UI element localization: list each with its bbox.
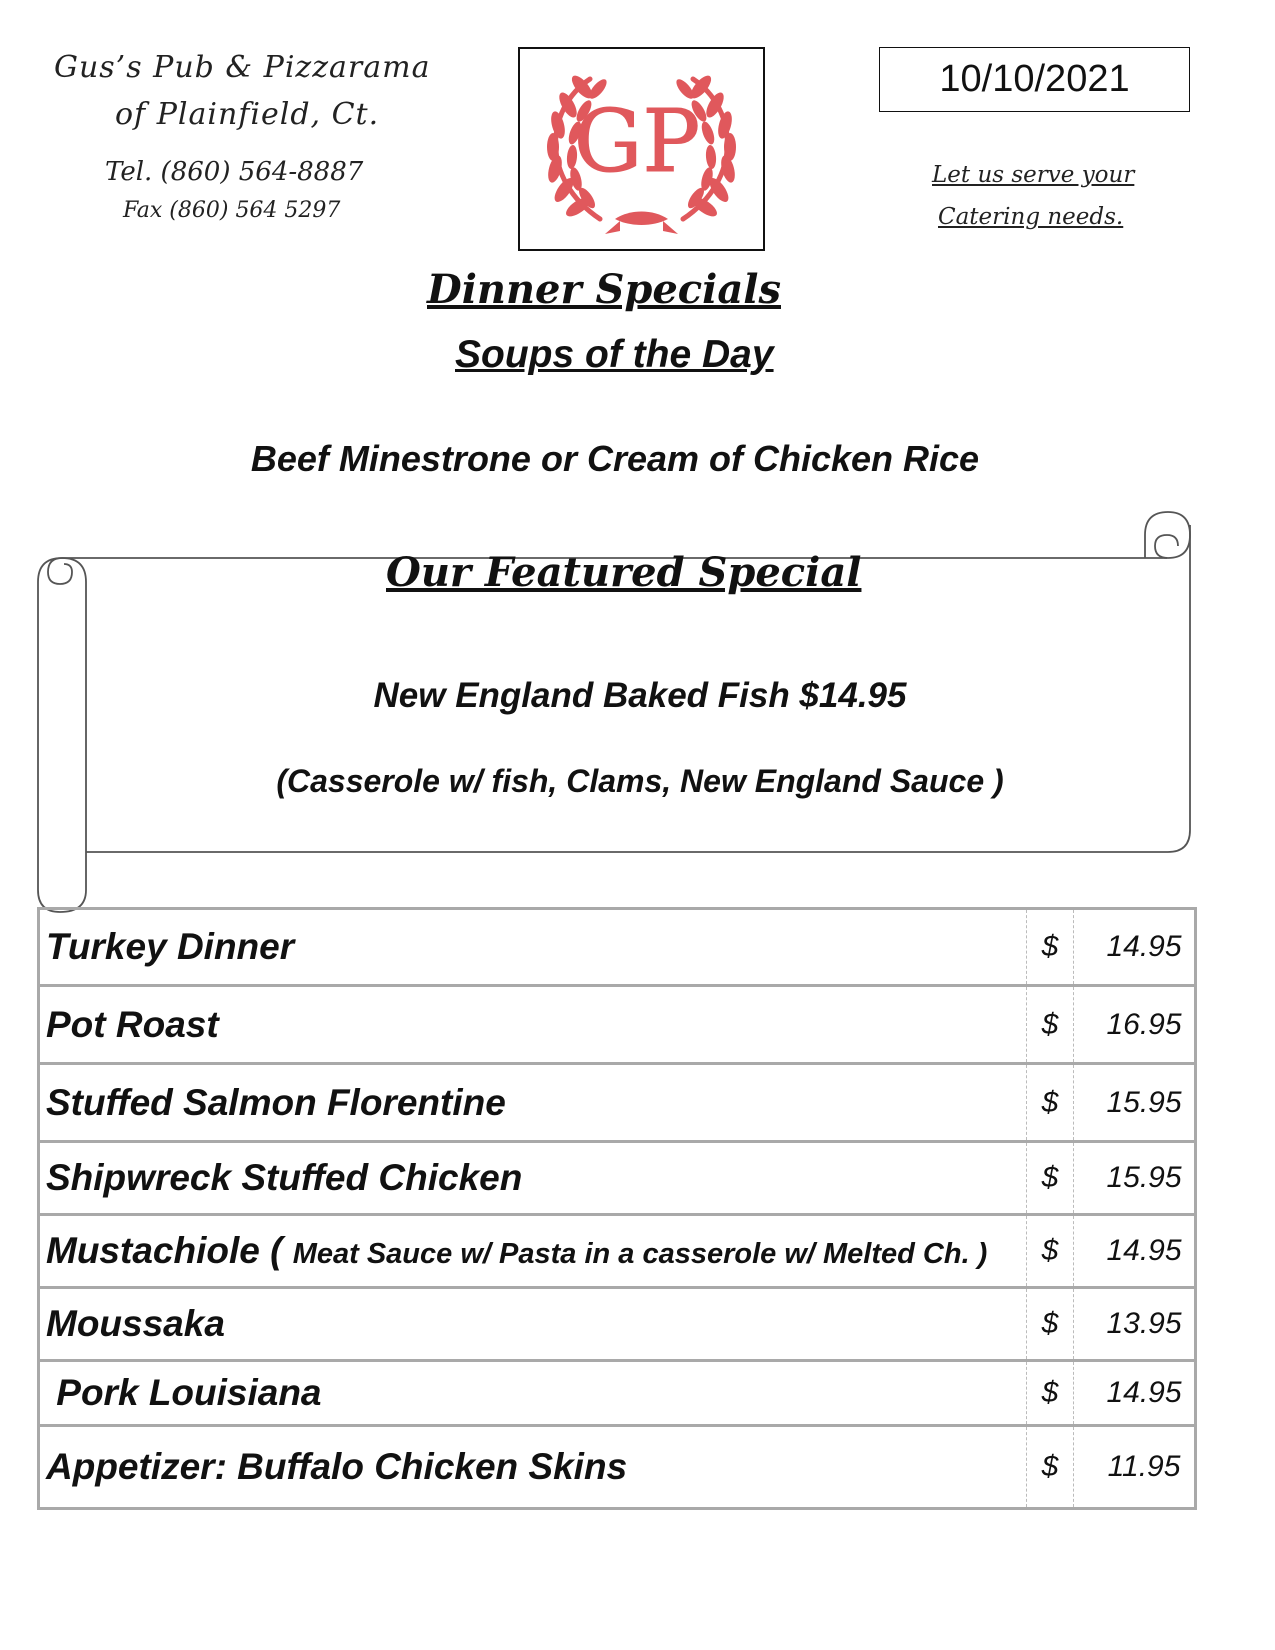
item-price: 16.95: [1074, 986, 1196, 1064]
item-name: Moussaka: [39, 1288, 1027, 1361]
item-price: 11.95: [1074, 1426, 1196, 1509]
item-price: 15.95: [1074, 1064, 1196, 1142]
table-row: [39, 1288, 1196, 1361]
table-row: [39, 1064, 1196, 1142]
soups-text: Beef Minestrone or Cream of Chicken Rice: [250, 438, 980, 479]
item-price: 14.95: [1074, 1215, 1196, 1288]
item-name: Mustachiole ( Meat Sauce w/ Pasta in a casserole w/ Melted Ch. ): [39, 1215, 1027, 1288]
item-name: Stuffed Salmon Florentine: [39, 1064, 1027, 1142]
currency-symbol: $: [1027, 1361, 1074, 1426]
featured-special-heading: Our Featured Special: [386, 549, 862, 596]
table-row: [39, 1361, 1196, 1426]
menu-table: [37, 907, 1197, 1510]
telephone: Tel. (860) 564-8887: [105, 157, 364, 187]
currency-symbol: $: [1027, 1426, 1074, 1509]
item-name: Pork Louisiana: [39, 1361, 1027, 1426]
item-price: 14.95: [1074, 909, 1196, 986]
soups-heading: Soups of the Day: [455, 333, 774, 376]
restaurant-name: Gus’s Pub & Pizzarama: [54, 50, 431, 85]
item-price: 15.95: [1074, 1142, 1196, 1215]
logo-monogram: GP: [573, 92, 701, 192]
item-note: Meat Sauce w/ Pasta in a casserole w/ Melted Ch. ): [292, 1238, 988, 1270]
catering-line-2: Catering needs.: [938, 204, 1124, 230]
item-price: 14.95: [1074, 1361, 1196, 1426]
table-row: [39, 1142, 1196, 1215]
fax: Fax (860) 564 5297: [123, 198, 341, 223]
currency-symbol: $: [1027, 986, 1074, 1064]
item-name: Turkey Dinner: [39, 909, 1027, 986]
item-name: Appetizer: Buffalo Chicken Skins: [39, 1426, 1027, 1509]
item-name: Shipwreck Stuffed Chicken: [39, 1142, 1027, 1215]
currency-symbol: $: [1027, 1142, 1074, 1215]
table-row: [39, 1215, 1196, 1288]
table-row: [39, 909, 1196, 986]
laurel-wreath-icon: [520, 49, 763, 249]
currency-symbol: $: [1027, 909, 1074, 986]
table-row: [39, 986, 1196, 1064]
currency-symbol: $: [1027, 1215, 1074, 1288]
item-name: Pot Roast: [39, 986, 1027, 1064]
table-row: [39, 1426, 1196, 1509]
currency-symbol: $: [1027, 1064, 1074, 1142]
catering-line-1: Let us serve your: [932, 162, 1135, 188]
dinner-specials-heading: Dinner Specials: [427, 266, 781, 313]
item-price: 13.95: [1074, 1288, 1196, 1361]
featured-item: New England Baked Fish $14.95: [373, 676, 907, 715]
restaurant-location: of Plainfield, Ct.: [115, 97, 380, 132]
menu-date: 10/10/2021: [879, 47, 1190, 112]
featured-description: (Casserole w/ fish, Clams, New England Sauce ): [276, 763, 1004, 799]
logo: [518, 47, 765, 251]
currency-symbol: $: [1027, 1288, 1074, 1361]
